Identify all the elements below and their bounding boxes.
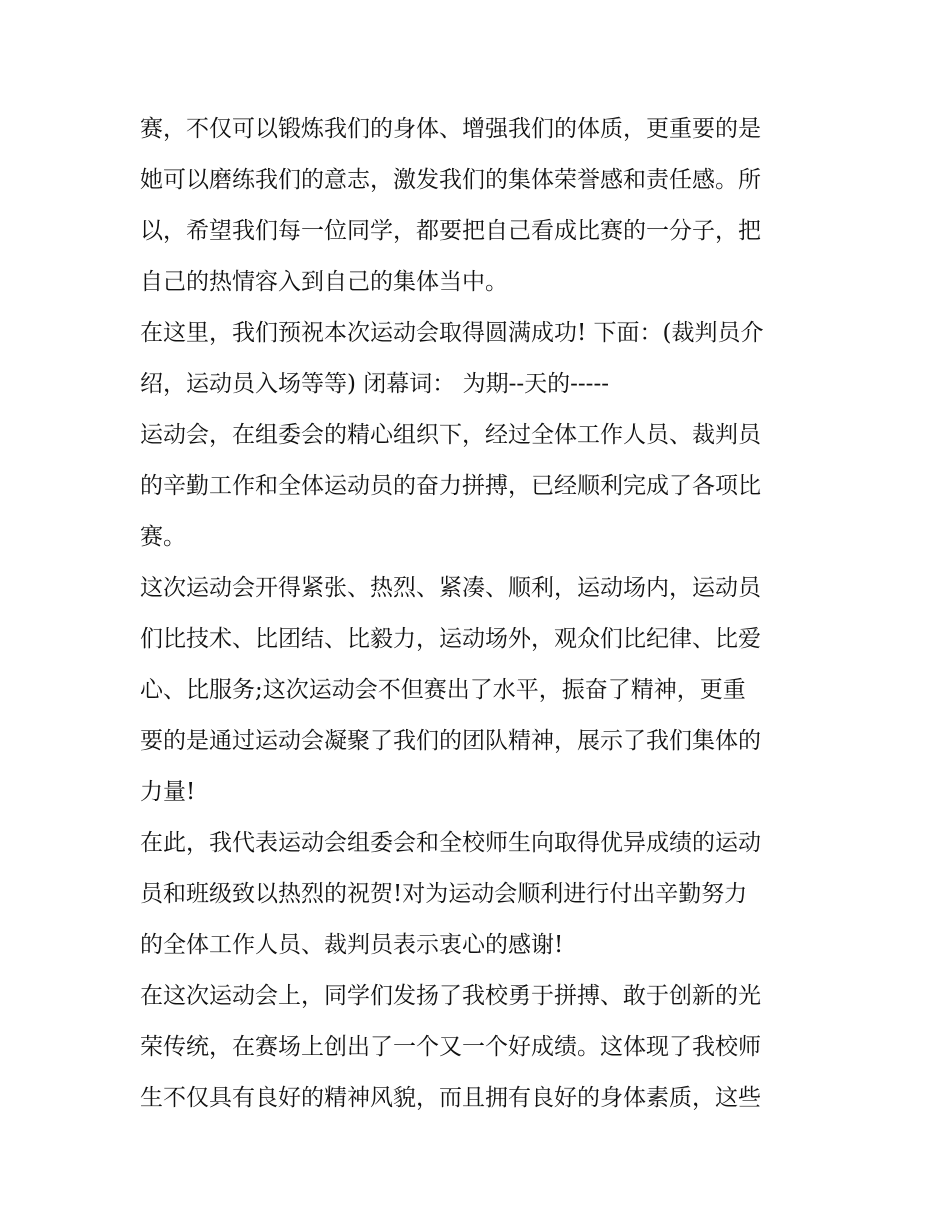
text-line: 的辛勤工作和全体运动员的奋力拼搏，已经顺利完成了各项比 [140, 473, 761, 499]
text-line: 在这里，我们预祝本次运动会取得圆满成功! 下面：(裁判员介 [140, 320, 764, 346]
text-line: 运动会，在组委会的精心组织下，经过全体工作人员、裁判员 [140, 422, 761, 448]
text-line: 在此，我代表运动会组委会和全校师生向取得优异成绩的运动 [140, 830, 761, 856]
text-line: 荣传统，在赛场上创出了一个又一个好成绩。这体现了我校师 [140, 1034, 761, 1060]
text-line: 赛，不仅可以锻炼我们的身体、增强我们的体质，更重要的是 [140, 116, 761, 142]
text-line: 绍，运动员入场等等) 闭幕词： 为期--天的----- [140, 371, 609, 397]
text-line: 的全体工作人员、裁判员表示衷心的感谢! [140, 932, 564, 958]
text-line: 心、比服务;这次运动会不但赛出了水平，振奋了精神，更重 [140, 677, 746, 703]
text-line: 力量! [140, 779, 196, 805]
text-line: 自己的热情容入到自己的集体当中。 [140, 269, 508, 295]
text-line: 赛。 [140, 524, 186, 550]
text-line: 以，希望我们每一位同学，都要把自己看成比赛的一分子，把 [140, 218, 761, 244]
text-line: 们比技术、比团结、比毅力，运动场外，观众们比纪律、比爱 [140, 626, 761, 652]
text-line: 员和班级致以热烈的祝贺!对为运动会顺利进行付出辛勤努力 [140, 881, 748, 907]
text-line: 生不仅具有良好的精神风貌，而且拥有良好的身体素质，这些 [140, 1085, 761, 1111]
text-line: 要的是通过运动会凝聚了我们的团队精神，展示了我们集体的 [140, 728, 761, 754]
text-line: 这次运动会开得紧张、热烈、紧凑、顺利，运动场内，运动员 [140, 575, 761, 601]
text-line: 她可以磨练我们的意志，激发我们的集体荣誉感和责任感。所 [140, 167, 761, 193]
text-line: 在这次运动会上，同学们发扬了我校勇于拼搏、敢于创新的光 [140, 983, 761, 1009]
body-text [140, 104, 820, 1124]
